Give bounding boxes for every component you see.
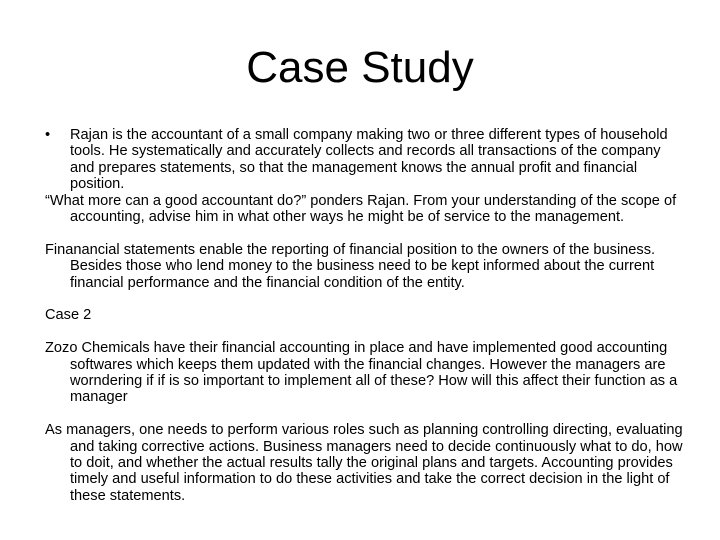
paragraph-text: Rajan is the accountant of a small company making two or three different types of household tools. He systematically and accurately collects and records all transactions of the company and prepares statements, so that the management knows the annual profit and financial position. (70, 127, 668, 193)
paragraph: As managers, one needs to perform various roles such as planning controlling directing, evaluating and taking corrective actions. Business managers need to decide continuously what to do, how to doit, and whether the actual results tally the original plans and targets. Accounting provides timely and useful information to do these activities and take the correct decision in the light of these statements. (45, 422, 683, 504)
bullet-paragraph (45, 127, 685, 193)
spacer (45, 406, 685, 422)
spacer (45, 291, 685, 307)
slide-title: Case Study (246, 43, 474, 92)
paragraph: Zozo Chemicals have their financial accounting in place and have implemented good accounting softwares which keeps them updated with the financial changes. However the managers are worndering if if is so important to implement all of these? How will this affect their function as a manager (45, 340, 678, 406)
paragraph: Finanancial statements enable the reporting of financial position to the owners of the business. Besides those who lend money to the business need to be kept informed about the current financial performance and the financial condition of the entity. (45, 241, 656, 291)
slide-body (45, 127, 685, 504)
spacer (45, 324, 685, 340)
spacer (45, 225, 685, 241)
case-heading: Case 2 (45, 307, 92, 324)
paragraph: “What more can a good accountant do?” ponders Rajan. From your understanding of the scope of accounting, advise him in what other ways he might be of service to the management. (45, 192, 677, 226)
bullet-icon: • (45, 127, 51, 143)
